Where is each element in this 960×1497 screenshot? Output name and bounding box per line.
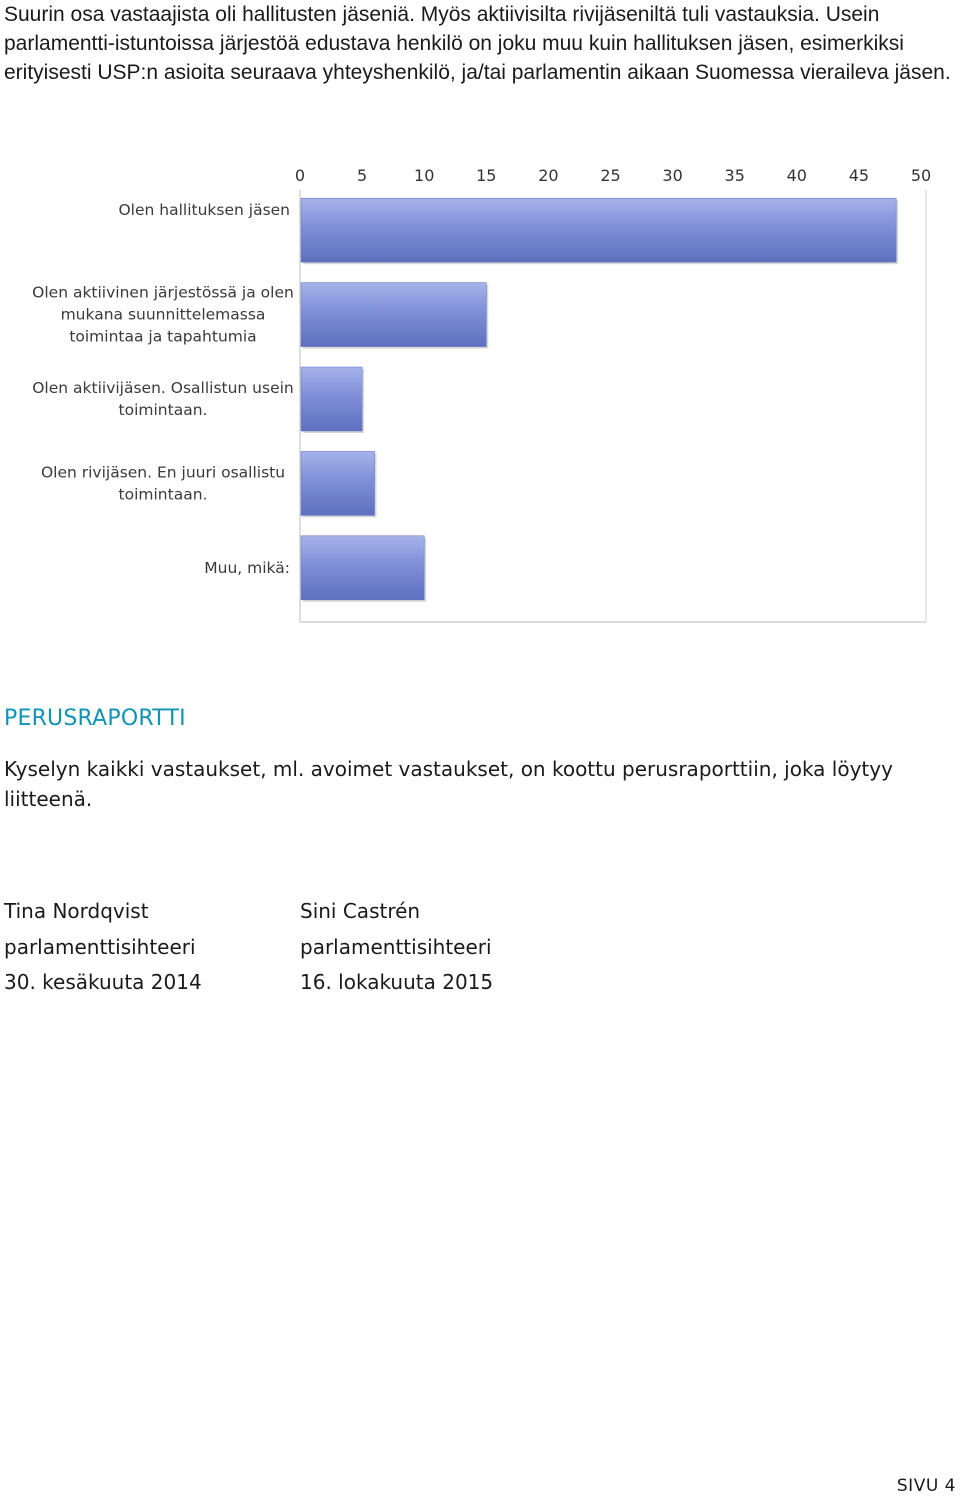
category-label bbox=[41, 463, 285, 503]
category-label-line: mukana suunnittelemassa bbox=[60, 305, 266, 324]
category-label-line: toimintaan. bbox=[118, 401, 208, 419]
intro-paragraph: Suurin osa vastaajista oli hallitusten jäseniä. Myös aktiivisilta rivijäseniltä tuli vastauksia. Usein parlamentti-istuntoissa järjestöä edustava henkilö on joku muu kuin hallituksen jäsen, esimerkiksi erityisesti USP:n asioita seuraava yhteyshenkilö, ja/tai parlamentin aikaan Suomessa vieraileva jäsen. bbox=[4, 3, 951, 84]
signature-name: Sini Castrén bbox=[300, 899, 421, 923]
x-tick-label: 5 bbox=[357, 166, 368, 185]
signature-date: 30. kesäkuuta 2014 bbox=[4, 970, 202, 994]
signature-name: Tina Nordqvist bbox=[4, 899, 149, 923]
category-label bbox=[204, 559, 290, 577]
report-title: PERUSRAPORTTI bbox=[4, 706, 186, 731]
category-label bbox=[118, 201, 290, 219]
category-label-line: Muu, mikä: bbox=[204, 558, 290, 577]
category-label-line: toimintaan. bbox=[118, 485, 208, 504]
signature-block-left bbox=[4, 894, 202, 1001]
x-tick-label: 30 bbox=[662, 166, 683, 185]
category-label-line: Olen hallituksen jäsen bbox=[118, 201, 290, 220]
category-label-line: Olen aktiivinen järjestössä ja olen bbox=[32, 283, 294, 302]
signature-role: parlamenttisihteeri bbox=[300, 934, 492, 959]
chart-svg bbox=[0, 150, 960, 640]
signature-role: parlamenttisihteeri bbox=[4, 934, 196, 959]
x-tick-label: 0 bbox=[294, 166, 306, 185]
x-tick-label: 15 bbox=[476, 166, 497, 185]
signature-date: 16. lokakuuta 2015 bbox=[300, 970, 494, 994]
category-label bbox=[32, 379, 294, 419]
bar bbox=[301, 198, 896, 262]
x-tick-label: 35 bbox=[724, 166, 745, 185]
survey-bar-chart bbox=[0, 150, 960, 640]
x-tick-label: 40 bbox=[786, 166, 807, 185]
category-label bbox=[32, 284, 294, 346]
bar bbox=[301, 451, 375, 515]
bar bbox=[301, 283, 486, 347]
category-label-line: Olen rivijäsen. En juuri osallistu bbox=[40, 463, 286, 482]
x-tick-label: 10 bbox=[414, 166, 435, 185]
category-label-line: Olen aktiivijäsen. Osallistun usein bbox=[32, 379, 294, 397]
bar bbox=[301, 536, 424, 600]
page-number: SIVU 4 bbox=[896, 1476, 956, 1496]
x-tick-label: 25 bbox=[600, 166, 621, 185]
x-tick-label: 50 bbox=[910, 166, 932, 185]
signature-block-right bbox=[300, 894, 493, 1001]
bar bbox=[301, 367, 362, 431]
category-label-line: toimintaa ja tapahtumia bbox=[69, 327, 257, 346]
report-body: Kyselyn kaikki vastaukset, ml. avoimet vastaukset, on koottu perusraporttiin, joka löytyy liitteenä. bbox=[4, 757, 893, 811]
x-tick-label: 45 bbox=[848, 166, 870, 185]
x-tick-label: 20 bbox=[538, 166, 559, 185]
